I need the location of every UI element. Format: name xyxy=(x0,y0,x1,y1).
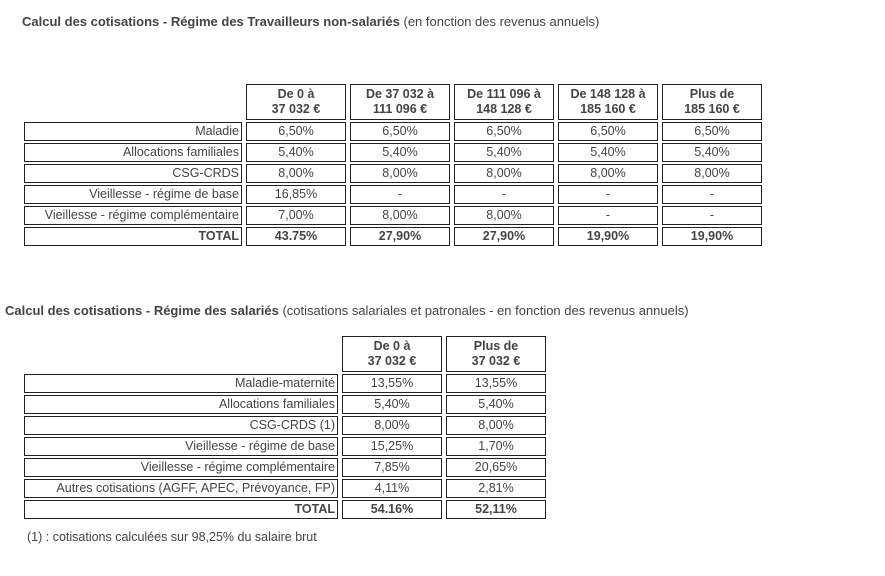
cell-value: 7,00% xyxy=(246,206,346,225)
table-row xyxy=(24,185,762,204)
total-label: TOTAL xyxy=(24,227,242,246)
cell-value: 5,40% xyxy=(342,395,442,414)
cell-value: 6,50% xyxy=(246,122,346,141)
cell-value: 6,50% xyxy=(558,122,658,141)
footnote: (1) : cotisations calculées sur 98,25% du salaire brut xyxy=(27,530,317,544)
cell-value: 7,85% xyxy=(342,458,442,477)
row-label: Allocations familiales xyxy=(24,395,338,414)
table2-total-row xyxy=(24,500,546,519)
cell-value: 8,00% xyxy=(342,416,442,435)
cell-value: - xyxy=(350,185,450,204)
cell-value: 8,00% xyxy=(446,416,546,435)
table1-title xyxy=(22,14,599,29)
row-label: Autres cotisations (AGFF, APEC, Prévoyance, FP) xyxy=(24,479,338,498)
cell-value: 4,11% xyxy=(342,479,442,498)
table1-title-normal: (en fonction des revenus annuels) xyxy=(399,14,600,29)
cell-value: 15,25% xyxy=(342,437,442,456)
cell-value: 13,55% xyxy=(446,374,546,393)
table-row xyxy=(24,395,546,414)
table1-nonsalaries xyxy=(20,82,766,248)
row-label: Maladie-maternité xyxy=(24,374,338,393)
table-row xyxy=(24,164,762,183)
cell-value: 8,00% xyxy=(350,164,450,183)
table1-header-col4: De 148 128 à 185 160 € xyxy=(558,84,658,120)
table2-salaries xyxy=(20,334,550,521)
row-label: Vieillesse - régime complémentaire xyxy=(24,206,242,225)
cell-value: 16,85% xyxy=(246,185,346,204)
cell-value: 8,00% xyxy=(558,164,658,183)
cell-value: - xyxy=(662,206,762,225)
cell-value: 5,40% xyxy=(350,143,450,162)
total-value: 27,90% xyxy=(350,227,450,246)
total-label: TOTAL xyxy=(24,500,338,519)
cell-value: - xyxy=(558,206,658,225)
row-label: Allocations familiales xyxy=(24,143,242,162)
table-row xyxy=(24,206,762,225)
table-row xyxy=(24,458,546,477)
cell-value: - xyxy=(454,185,554,204)
table2-header-row xyxy=(24,336,546,372)
table2-header-col1: De 0 à 37 032 € xyxy=(342,336,442,372)
table1-header-col3: De 111 096 à 148 128 € xyxy=(454,84,554,120)
cell-value: 6,50% xyxy=(350,122,450,141)
cell-value: 6,50% xyxy=(662,122,762,141)
table1-corner xyxy=(24,84,242,120)
total-value: 43.75% xyxy=(246,227,346,246)
cell-value: - xyxy=(662,185,762,204)
cell-value: 8,00% xyxy=(454,164,554,183)
row-label: Vieillesse - régime de base xyxy=(24,437,338,456)
table-row xyxy=(24,374,546,393)
row-label: Vieillesse - régime de base xyxy=(24,185,242,204)
table-row xyxy=(24,416,546,435)
total-value: 27,90% xyxy=(454,227,554,246)
cell-value: 8,00% xyxy=(454,206,554,225)
row-label: Vieillesse - régime complémentaire xyxy=(24,458,338,477)
table1-header-col2: De 37 032 à 111 096 € xyxy=(350,84,450,120)
table-row xyxy=(24,122,762,141)
total-value: 19,90% xyxy=(662,227,762,246)
table-row xyxy=(24,479,546,498)
cell-value: 13,55% xyxy=(342,374,442,393)
table1-title-bold: Calcul des cotisations - Régime des Travailleurs non-salariés xyxy=(22,14,400,29)
total-value: 54.16% xyxy=(342,500,442,519)
row-label: CSG-CRDS xyxy=(24,164,242,183)
row-label: Maladie xyxy=(24,122,242,141)
table-row xyxy=(24,437,546,456)
cell-value: 5,40% xyxy=(246,143,346,162)
table2-title xyxy=(5,303,689,318)
table2-header-col2: Plus de 37 032 € xyxy=(446,336,546,372)
cell-value: 2,81% xyxy=(446,479,546,498)
table1-header-col1: De 0 à 37 032 € xyxy=(246,84,346,120)
cell-value: 1,70% xyxy=(446,437,546,456)
cell-value: 5,40% xyxy=(446,395,546,414)
row-label: CSG-CRDS (1) xyxy=(24,416,338,435)
table2-corner xyxy=(24,336,338,372)
cell-value: 5,40% xyxy=(662,143,762,162)
total-value: 19,90% xyxy=(558,227,658,246)
table1-header-row xyxy=(24,84,762,120)
table1-total-row xyxy=(24,227,762,246)
cell-value: 8,00% xyxy=(246,164,346,183)
table2-title-normal: (cotisations salariales et patronales - en fonction des revenus annuels) xyxy=(278,303,689,318)
cell-value: 8,00% xyxy=(350,206,450,225)
cell-value: 8,00% xyxy=(662,164,762,183)
table1-header-col5: Plus de 185 160 € xyxy=(662,84,762,120)
cell-value: 6,50% xyxy=(454,122,554,141)
cell-value: 5,40% xyxy=(454,143,554,162)
cell-value: 5,40% xyxy=(558,143,658,162)
table2-title-bold: Calcul des cotisations - Régime des salariés xyxy=(5,303,279,318)
table-row xyxy=(24,143,762,162)
cell-value: 20,65% xyxy=(446,458,546,477)
cell-value: - xyxy=(558,185,658,204)
total-value: 52,11% xyxy=(446,500,546,519)
